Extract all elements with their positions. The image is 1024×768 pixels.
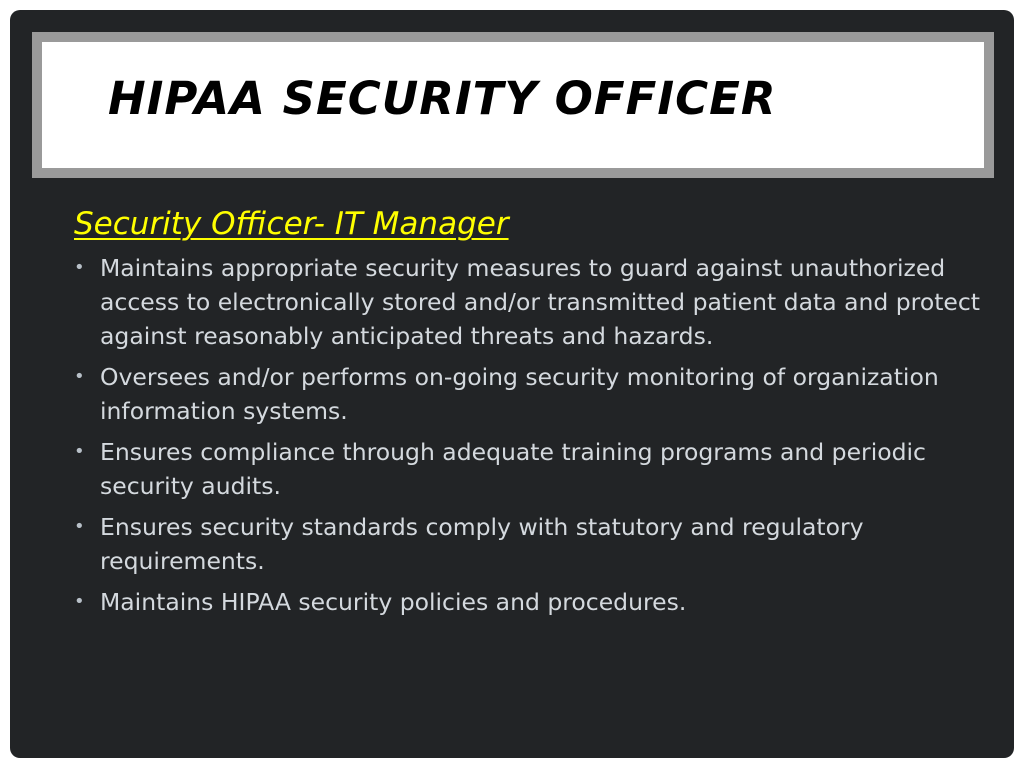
- bullet-list: [74, 251, 1004, 619]
- bullet-icon: •: [74, 591, 85, 613]
- bullet-text: Ensures compliance through adequate training programs and periodic security audits.: [100, 438, 926, 501]
- bullet-icon: •: [74, 257, 85, 279]
- bullet-icon: •: [74, 441, 85, 463]
- bullet-item: [74, 585, 1004, 619]
- slide-title: HIPAA SECURITY OFFICER: [108, 72, 777, 125]
- bullet-item: [74, 510, 1004, 578]
- bullet-item: [74, 251, 1004, 353]
- bullet-text: Ensures security standards comply with statutory and regulatory requirements.: [100, 513, 864, 576]
- subheading: Security Officer- IT Manager: [74, 206, 509, 242]
- bullet-icon: •: [74, 366, 85, 388]
- title-box: [42, 42, 984, 168]
- bullet-text: Oversees and/or performs on-going security monitoring of organization information systems.: [100, 363, 939, 426]
- slide: [10, 10, 1014, 758]
- bullet-text: Maintains HIPAA security policies and procedures.: [100, 588, 687, 617]
- title-frame: [32, 32, 994, 178]
- slide-content: [74, 206, 1004, 626]
- bullet-item: [74, 360, 1004, 428]
- bullet-icon: •: [74, 516, 85, 538]
- bullet-item: [74, 435, 1004, 503]
- bullet-text: Maintains appropriate security measures to guard against unauthorized access to electronically stored and/or transmitted patient data and protect against reasonably anticipated threats and hazards.: [100, 254, 980, 351]
